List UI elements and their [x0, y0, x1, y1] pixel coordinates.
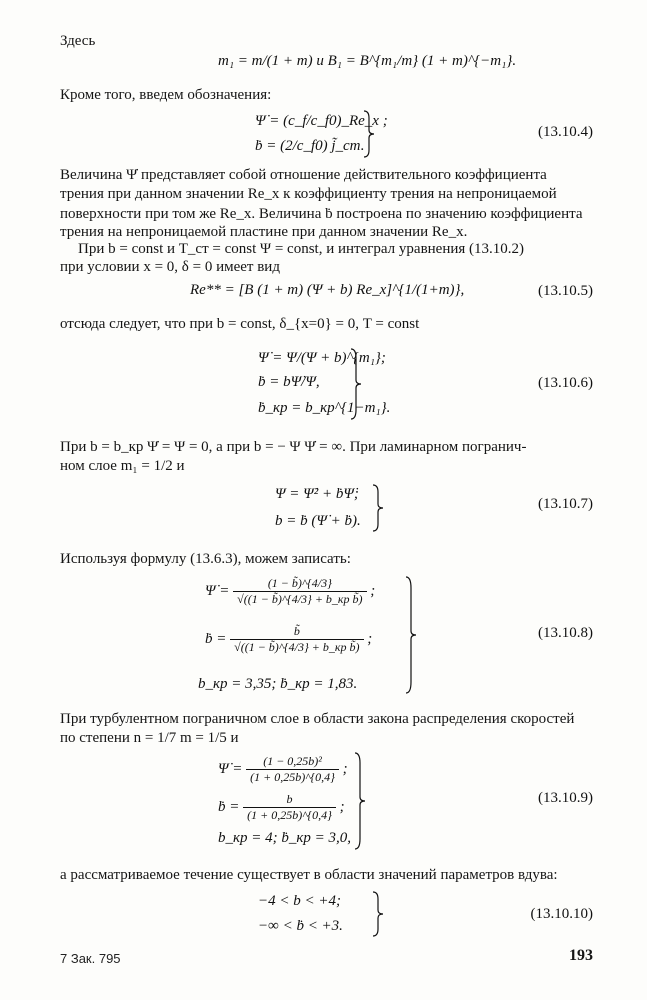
fraction-denominator: (1 + 0,25b)^{0,4}	[250, 770, 335, 784]
right-brace	[372, 484, 384, 532]
equation-line: Ψ = Ψ̇² + ḃΨ̇;	[275, 486, 359, 502]
text-line: а рассматриваемое течение существует в области значений параметров вдува:	[60, 867, 558, 883]
equation-line: ḃ = (2/c_f0) j̃_ст.	[255, 138, 365, 154]
equation-line: ḃ = bΨ̇/Ψ,	[258, 374, 320, 390]
text-line: по степени n = 1/7 m = 1/5 и	[60, 730, 239, 746]
equation-line: ḃ = $\frac{b}{(1 + 0,25b)\^{}\{0,4\}}$ ;	[218, 792, 345, 822]
equation-number: (13.10.8)	[538, 625, 593, 641]
equation-lhs: Ψ̇ =	[218, 760, 243, 777]
text-line: трения при данном значении Re_x к коэффициенту трения на непроницаемой	[60, 186, 557, 202]
equation-lhs: ḃ =	[218, 798, 240, 815]
fraction-numerator: (1 − b̃)^{4/3}	[233, 576, 366, 592]
text-line: отсюда следует, что при b = const, δ_{x=0} = 0, T = const	[60, 316, 420, 332]
fraction-denominator: (1 + 0,25b)^{0,4}	[247, 808, 332, 822]
fraction	[246, 754, 339, 785]
text-line: При турбулентном пограничном слое в области закона распределения скоростей	[60, 711, 575, 727]
fraction	[233, 576, 366, 607]
equation-line: Ψ̇ = (c_f/c_f0)_Re_x ;	[255, 113, 388, 129]
text-line: ном слое m₁ = 1/2 и	[60, 458, 185, 474]
equation-line: Ψ̇ = Ψ/(Ψ + b)^{m₁};	[258, 350, 386, 366]
equation-number: (13.10.10)	[530, 906, 593, 922]
equation-number: (13.10.7)	[538, 496, 593, 512]
equation: m₁ = m/(1 + m) и B₁ = B^{m₁/m} (1 + m)^{−m₁}.	[218, 53, 517, 69]
equation-number: (13.10.9)	[538, 790, 593, 806]
equation-lhs: Ψ̇ =	[205, 582, 230, 599]
fraction-numerator: (1 − 0,25b)²	[246, 754, 339, 770]
page-number: 193	[569, 947, 593, 964]
equation-line: −∞ < ḃ < +3.	[258, 918, 343, 934]
text-line: Кроме того, введем обозначения:	[60, 87, 272, 103]
equation-line: b_кр = 4; ḃ_кр = 3,0,	[218, 830, 352, 846]
equation-line: ḃ_кр = b_кр^{1−m₁}.	[258, 400, 391, 416]
fraction-denominator: √((1 − b̃)^{4/3} + b_кр b̃)	[234, 640, 360, 654]
equation-line: −4 < b < +4;	[258, 893, 341, 909]
right-brace	[363, 110, 375, 158]
fraction-denominator: √((1 − b̃)^{4/3} + b_кр b̃)	[237, 592, 363, 606]
text-line: Здесь	[60, 33, 96, 49]
fraction	[243, 792, 336, 823]
equation-number: (13.10.6)	[538, 375, 593, 391]
text-line: поверхности при том же Re_x. Величина ḃ построена по значению коэффициента	[60, 206, 583, 222]
text-line: Величина Ψ̇ представляет собой отношение действительного коэффициента	[60, 167, 547, 183]
equation-number: (13.10.5)	[538, 283, 593, 299]
text-line: При b = b_кр Ψ̇ = Ψ = 0, а при b = − Ψ Ψ̇ = ∞. При ламинарном погранич-	[60, 439, 527, 455]
right-brace	[372, 891, 384, 937]
text-line: при условии x = 0, δ = 0 имеет вид	[60, 259, 280, 275]
equation-number: (13.10.4)	[538, 124, 593, 140]
right-brace	[354, 752, 366, 850]
equation-line: Ψ̇ = $\frac{\text{(1 − 0,25b)²}}{(1 + 0,25b)\^{}\{0,4\}}$ ;	[218, 754, 348, 784]
text-line: При b = const и T_ст = const Ψ = const, и интеграл уравнения (13.10.2)	[78, 241, 525, 257]
equation-lhs: ḃ =	[205, 630, 227, 647]
equation-line: Ψ̇ = $\frac{(1 - b̃)\^{}\{4/3\}}{\text{√((1 − b̃)\textasciicircum{}\{4/3\} + b\_кр b̃)}}$ ;	[205, 576, 376, 606]
text-line: трения на непроницаемой пластине при данном значении Re_x.	[60, 224, 468, 240]
equation-line: b_кр = 3,35; ḃ_кр = 1,83.	[198, 676, 358, 692]
equation-line: b = ḃ (Ψ̇ + ḃ).	[275, 513, 361, 529]
right-brace	[405, 576, 417, 694]
fraction	[230, 624, 363, 655]
fraction-numerator: b̃	[230, 624, 363, 640]
footer-signature: 7 Зак. 795	[60, 951, 121, 966]
equation-line: ḃ = $\frac{b̃}{\text{√((1 − b̃)\textasciicircum{}\{4/3\} + b\_кр b̃)}}$ ;	[205, 624, 373, 654]
right-brace	[350, 348, 362, 420]
fraction-numerator: b	[243, 792, 336, 808]
text-line: Используя формулу (13.6.3), можем записать:	[60, 551, 351, 567]
equation: Re** = [B (1 + m) (Ψ + b) Re_x]^{1/(1+m)},	[190, 282, 465, 298]
